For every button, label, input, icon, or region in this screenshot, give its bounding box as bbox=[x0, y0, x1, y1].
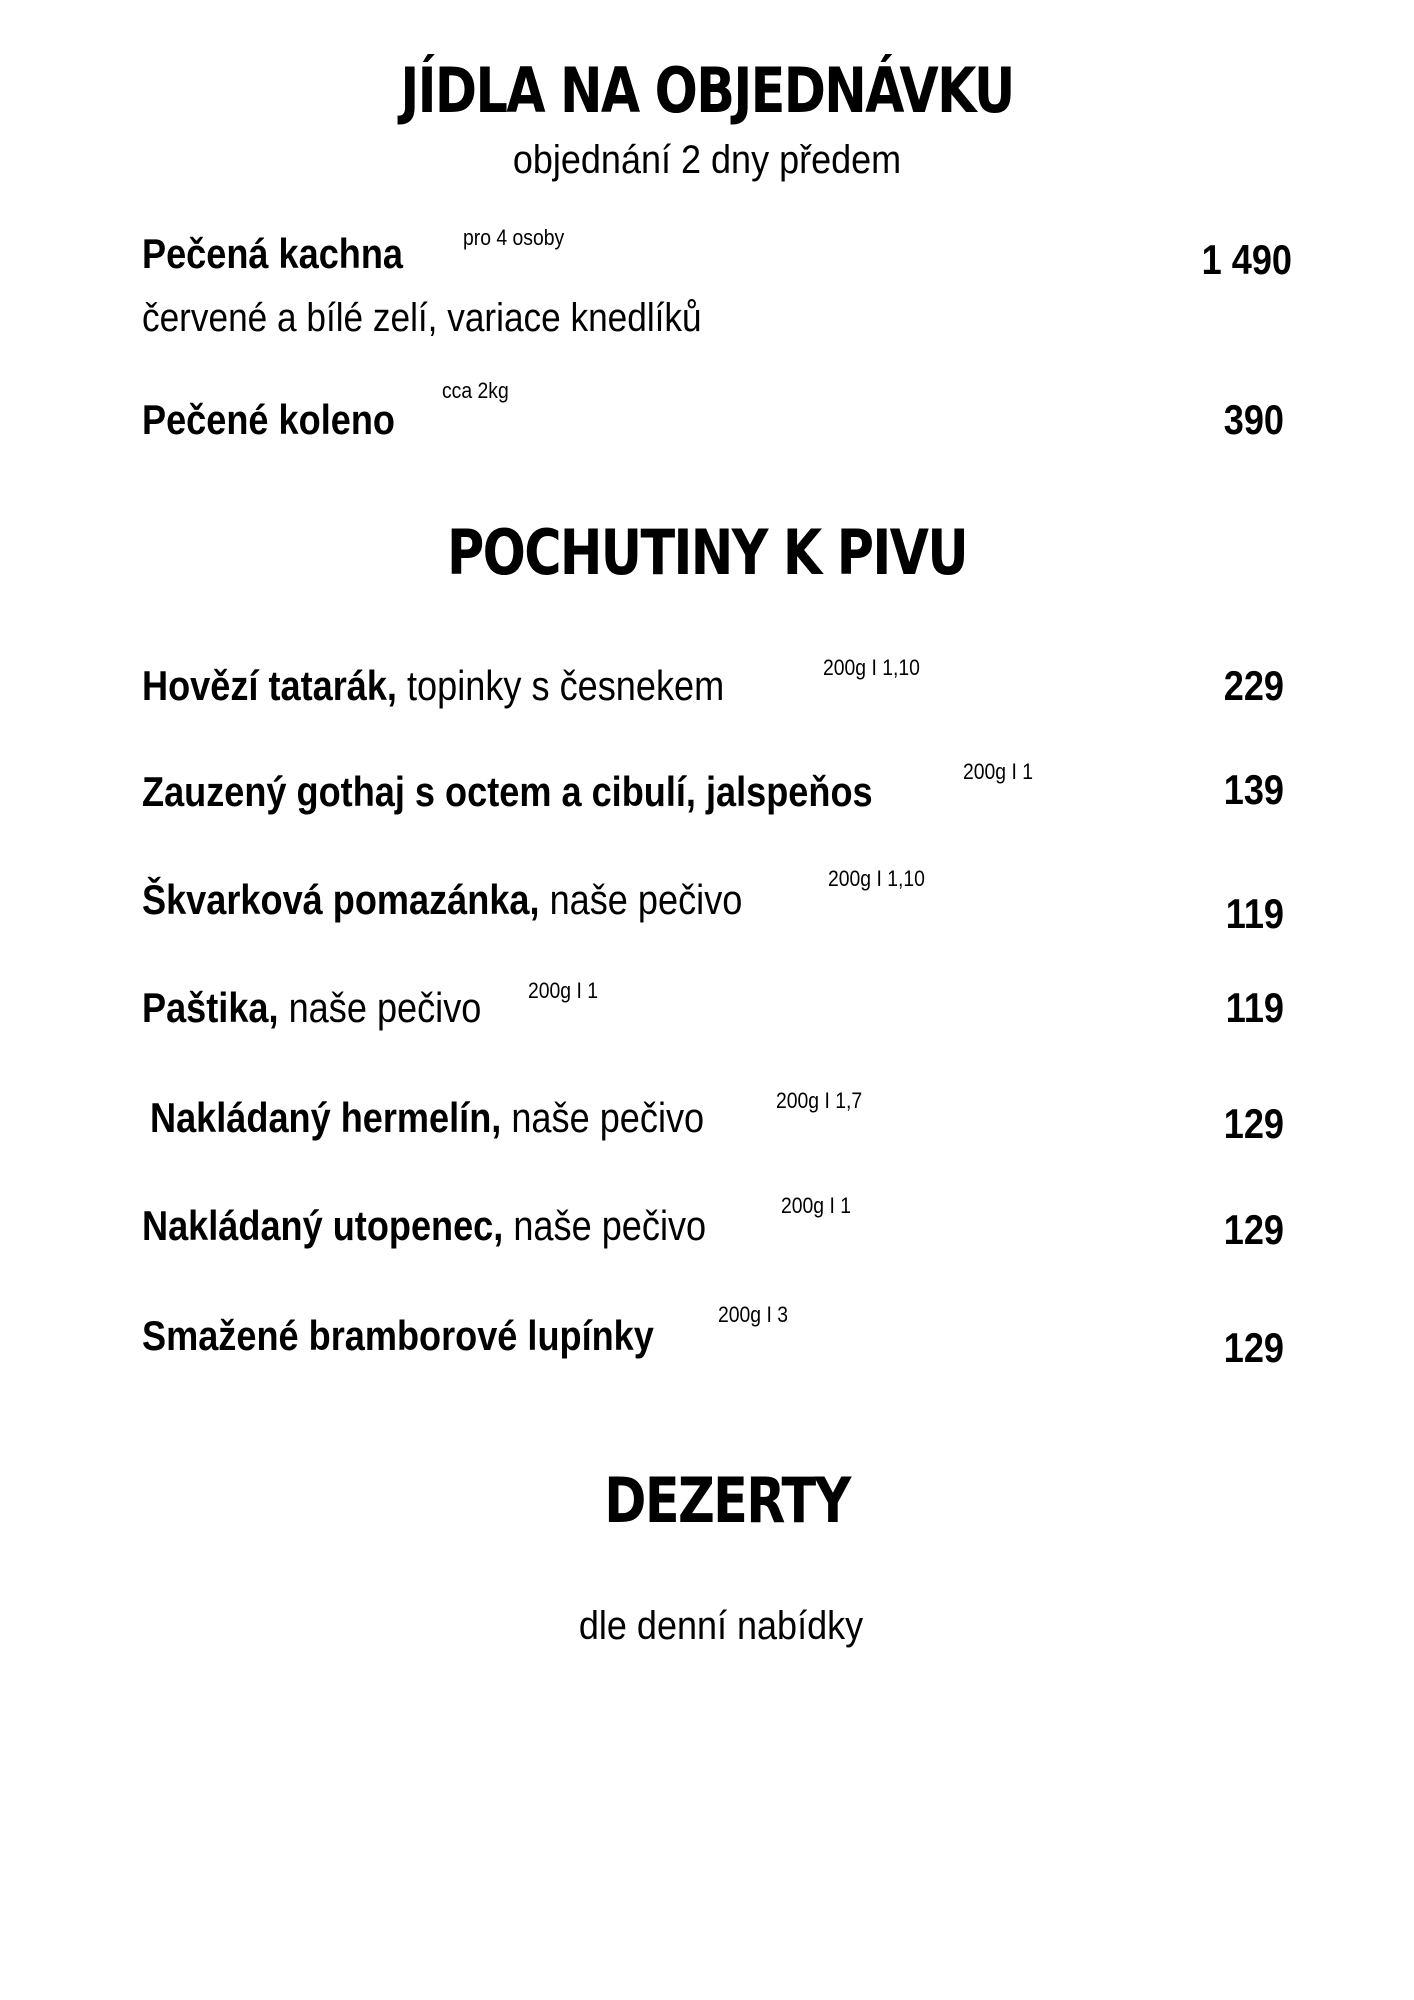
menu-item-note: 200g I 1 bbox=[528, 978, 598, 1003]
menu-item-note: cca 2kg bbox=[442, 378, 509, 403]
desserts-text: dle denní nabídky bbox=[578, 1604, 864, 1648]
menu-item-name: Nakládaný hermelín, naše pečivo bbox=[150, 1094, 705, 1141]
menu-item-note: 200g I 1,10 bbox=[823, 655, 920, 680]
menu-item-price: 119 bbox=[1225, 984, 1284, 1031]
section-title-desserts: DEZERTY bbox=[604, 1464, 850, 1537]
menu-item-name: Nakládaný utopenec, naše pečivo bbox=[142, 1202, 707, 1249]
menu-item-name: Škvarková pomazánka, naše pečivo bbox=[142, 876, 743, 923]
menu-item-price: 129 bbox=[1223, 1206, 1284, 1253]
menu-item-price: 390 bbox=[1223, 396, 1284, 443]
menu-item-price: 1 490 bbox=[1201, 236, 1292, 283]
menu-item-name: Paštika, naše pečivo bbox=[142, 984, 482, 1031]
menu-item-name: Pečené koleno bbox=[142, 396, 395, 443]
menu-item-note: 200g I 1,10 bbox=[828, 866, 925, 891]
menu-item-name: Hovězí tatarák, topinky s česnekem bbox=[142, 662, 725, 709]
menu-item-price: 119 bbox=[1225, 890, 1284, 937]
menu-item-price: 139 bbox=[1223, 766, 1284, 813]
menu-item-note: 200g I 1 bbox=[781, 1193, 851, 1218]
menu-item-note: 200g I 3 bbox=[718, 1302, 788, 1327]
menu-item-name: Pečená kachna bbox=[142, 230, 404, 277]
section-title-snacks: POCHUTINY K PIVU bbox=[447, 516, 967, 589]
section-title-order: JÍDLA NA OBJEDNÁVKU bbox=[400, 54, 1014, 127]
menu-item-price: 229 bbox=[1223, 662, 1284, 709]
menu-item-note: 200g I 1,7 bbox=[776, 1088, 863, 1113]
menu-item-price: 129 bbox=[1223, 1324, 1284, 1371]
menu-item-description: červené a bílé zelí, variace knedlíků bbox=[142, 296, 702, 340]
menu-item-price: 129 bbox=[1223, 1100, 1284, 1147]
menu-item-note: pro 4 osoby bbox=[463, 225, 565, 250]
section-subtitle-order: objednání 2 dny předem bbox=[512, 138, 902, 182]
menu-item-name: Smažené bramborové lupínky bbox=[142, 1312, 654, 1359]
menu-item-name: Zauzený gothaj s octem a cibulí, jalspeňos bbox=[142, 768, 873, 815]
menu-item-note: 200g I 1 bbox=[963, 759, 1033, 784]
